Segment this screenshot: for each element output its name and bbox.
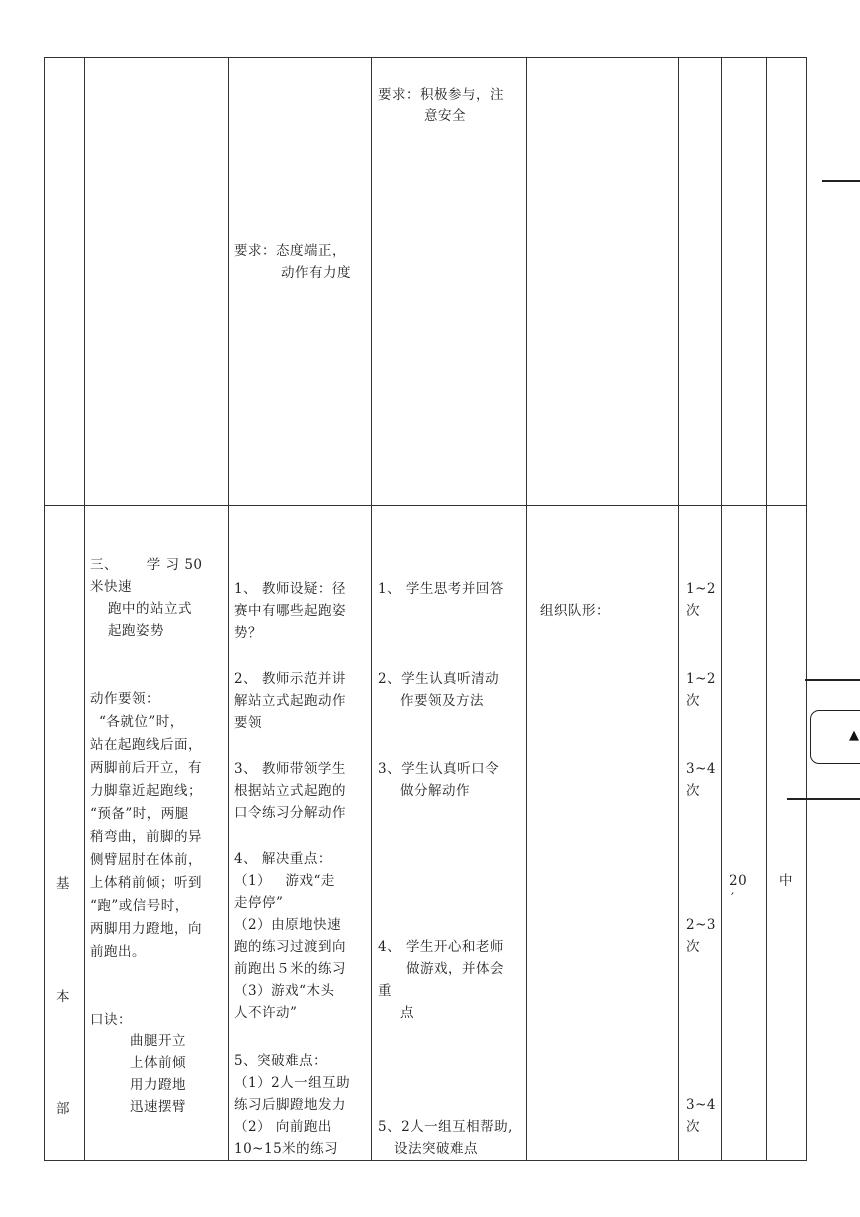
time-value: 20: [729, 873, 748, 889]
table-col-line: [721, 57, 722, 1161]
reps-unit: 次: [686, 783, 700, 799]
teacher-step: 练习后脚蹬地发力: [234, 1097, 346, 1113]
teacher-step: 要领: [234, 715, 262, 731]
essentials-line: 前跑出。: [90, 944, 146, 960]
teacher-step: 赛中有哪些起跑姿: [234, 603, 346, 619]
teacher-step: 根据站立式起跑的: [234, 783, 346, 799]
teacher-step: （3）游戏“木头: [234, 983, 335, 999]
student-step: 做游戏，并体会: [406, 961, 504, 977]
teacher-step: 5、突破难点：: [234, 1053, 328, 1069]
reps-value: 1~2: [686, 671, 716, 687]
essentials-label: 动作要领：: [90, 691, 160, 707]
table-col-line: [526, 57, 527, 1161]
mnemonic-line: 用力蹬地: [130, 1077, 186, 1093]
reps-unit: 次: [686, 939, 700, 955]
essentials-line: 两脚用力蹬地，向: [90, 921, 202, 937]
reps-value: 2~3: [686, 917, 716, 933]
side-rule: [822, 180, 860, 182]
teacher-step: 2、 教师示范并讲: [234, 671, 346, 687]
essentials-line: 站在起跑线后面，: [90, 737, 202, 753]
student-step: 设法突破难点: [394, 1141, 478, 1157]
table-border-right: [806, 57, 807, 1161]
top-col4-requirement-1: 要求：积极参与，注: [378, 87, 504, 103]
student-step: 做分解动作: [400, 783, 470, 799]
student-step: 2、学生认真听清动: [378, 671, 500, 687]
content-title: 起跑姿势: [108, 623, 164, 639]
teacher-step: 势？: [234, 625, 262, 641]
student-step: 重: [378, 983, 392, 999]
table-border-left: [44, 57, 45, 1161]
teacher-step: 10~15米的练习: [234, 1141, 339, 1157]
essentials-line: 两脚前后开立，有: [90, 760, 202, 776]
teacher-step: 解站立式起跑动作: [234, 693, 346, 709]
reps-unit: 次: [686, 1119, 700, 1135]
reps-unit: 次: [686, 603, 700, 619]
essentials-line: “跑”或信号时，: [90, 898, 189, 914]
top-col4-requirement-2: 意安全: [424, 108, 466, 124]
mnemonic-line: 上体前倾: [130, 1055, 186, 1071]
reps-value: 1~2: [686, 581, 716, 597]
side-rule: [787, 798, 860, 800]
organization-label: 组织队形：: [540, 603, 610, 619]
teacher-step: 人不许动”: [234, 1005, 298, 1021]
teacher-step: 3、 教师带领学生: [234, 761, 346, 777]
table-col-line: [766, 57, 767, 1161]
teacher-step: 前跑出５米的练习: [234, 961, 346, 977]
teacher-step: 1、 教师设疑：径: [234, 581, 346, 597]
content-title: 米快速: [90, 579, 132, 595]
section-label-char: 基: [56, 876, 70, 892]
table-col-line: [678, 57, 679, 1161]
table-col-line: [84, 57, 85, 1161]
table-col-line: [371, 57, 372, 1161]
teacher-step: （1）2人一组互助: [234, 1075, 351, 1091]
section-label-char: 部: [56, 1101, 70, 1117]
student-step: 5、2人一组互相帮助,: [378, 1119, 513, 1135]
reps-value: 3~4: [686, 1097, 716, 1113]
table-col-line: [228, 57, 229, 1161]
table-border-bottom: [44, 1160, 807, 1161]
student-step: 3、学生认真听口令: [378, 761, 500, 777]
mnemonic-label: 口诀：: [90, 1012, 132, 1028]
content-title: 跑中的站立式: [108, 601, 192, 617]
section-label-char: 本: [56, 989, 70, 1005]
teacher-step: 走停停”: [234, 895, 284, 911]
student-step: 点: [400, 1005, 414, 1021]
teacher-step: （2） 向前跑出: [234, 1119, 332, 1135]
table-border-top: [44, 57, 807, 58]
student-step: 作要领及方法: [400, 693, 484, 709]
mnemonic-line: 迅速摆臂: [130, 1099, 186, 1115]
essentials-line: “各就位”时，: [99, 714, 184, 730]
triangle-icon: ▲: [849, 728, 859, 743]
teacher-step: 跑的练习过渡到向: [234, 939, 346, 955]
top-col3-requirement-2: 动作有力度: [281, 265, 351, 281]
top-col3-requirement-1: 要求：态度端正，: [234, 243, 346, 259]
content-title: 三、 学 习 50: [90, 557, 203, 573]
teacher-step: （2）由原地快速: [234, 917, 342, 933]
student-step: 1、 学生思考并回答: [378, 581, 504, 597]
reps-value: 3~4: [686, 761, 716, 777]
essentials-line: 上体稍前倾；听到: [90, 875, 202, 891]
side-rule: [805, 679, 860, 681]
essentials-line: 力脚靠近起跑线；: [90, 783, 202, 799]
mnemonic-line: 曲腿开立: [130, 1033, 186, 1049]
essentials-line: “预备”时，两腿: [90, 806, 189, 822]
essentials-line: 稍弯曲，前脚的异: [90, 829, 202, 845]
teacher-step: 口令练习分解动作: [234, 805, 346, 821]
essentials-line: 侧臂屈肘在体前，: [90, 852, 202, 868]
time-unit: ′: [731, 891, 735, 907]
teacher-step: （1） 游戏“走: [234, 873, 335, 889]
table-row-divider: [44, 505, 807, 506]
intensity-value: 中: [779, 873, 793, 889]
teacher-step: 4、 解决重点：: [234, 851, 332, 867]
student-step: 4、 学生开心和老师: [378, 939, 504, 955]
reps-unit: 次: [686, 693, 700, 709]
